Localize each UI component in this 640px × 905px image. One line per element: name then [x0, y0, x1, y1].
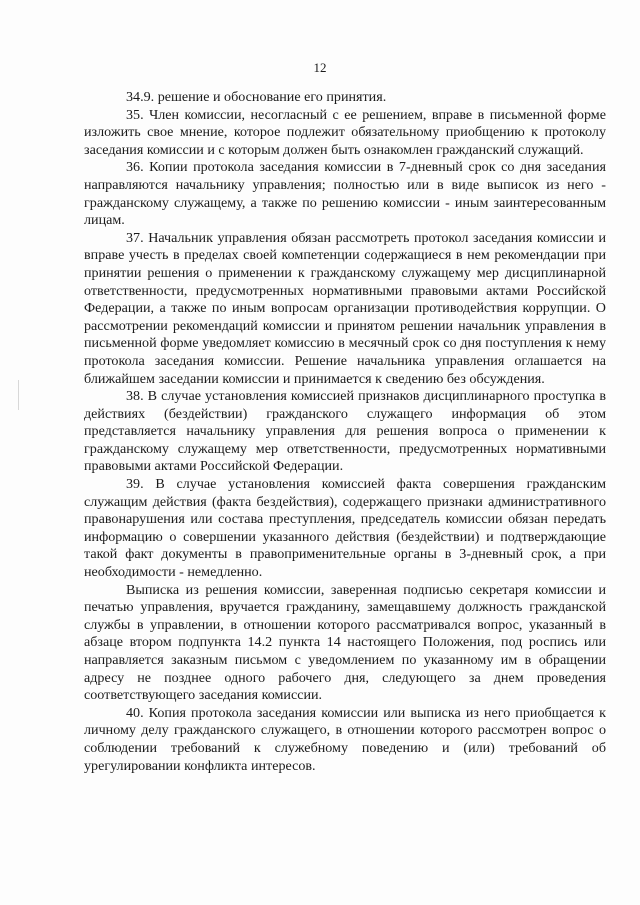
paragraph-35: 35. Член комиссии, несогласный с ее решением, вправе в письменной форме изложить свое мнение, которое подлежит обязательному приобщению к протоколу заседания комиссии и с которым должен быть ознакомлен гражданский служащий. — [84, 106, 606, 158]
document-body — [84, 89, 606, 775]
page-number: 12 — [313, 60, 327, 75]
paragraph-40: 40. Копия протокола заседания комиссии или выписка из него приобщается к личному делу гражданского служащего, в отношении которого рассмотрен вопрос о соблюдении требований к служебному поведению и (или) требований об урегулировании конфликта интересов. — [84, 704, 606, 774]
paragraph-extract: Выписка из решения комиссии, заверенная подписью секретаря комиссии и печатью управления, вручается гражданину, замещавшему должность гражданской службы в управлении, в отношении которого рассматривался вопрос, указанный в абзаце втором подпункта 14.2 пункта 14 настоящего Положения, под роспись или направляется заказным письмом с уведомлением по указанному им в обращении адресу не позднее одного рабочего дня, следующего за днем проведения соответствующего заседания комиссии. — [84, 581, 606, 704]
paragraph-37: 37. Начальник управления обязан рассмотреть протокол заседания комиссии и вправе учесть в пределах своей компетенции содержащиеся в нем рекомендации при принятии решения о применении к гражданскому служащему мер дисциплинарной ответственности, предусмотренных нормативными правовыми актами Российской Федерации, а также по иным вопросам организации противодействия коррупции. О рассмотрении рекомендаций комиссии и принятом решении начальник управления в письменной форме уведомляет комиссию в месячный срок со дня поступления к нему протокола заседания комиссии. Решение начальника управления оглашается на ближайшем заседании комиссии и принимается к сведению без обсуждения. — [84, 229, 606, 387]
scan-margin-mark — [18, 380, 19, 410]
paragraph-39: 39. В случае установления комиссией факта совершения гражданским служащим действия (факта бездействия), содержащего признаки административного правонарушения или состава преступления, председатель комиссии обязан передать информацию о совершении указанного действия (бездействии) и подтверждающие такой факт документы в правоприменительные органы в 3-дневный срок, а при необходимости - немедленно. — [84, 476, 606, 581]
paragraph-38: 38. В случае установления комиссией признаков дисциплинарного проступка в действиях (бездействии) гражданского служащего информация об этом представляется начальнику управления для решения вопроса о применении к гражданскому служащему мер ответственности, предусмотренных нормативными правовыми актами Российской Федерации. — [84, 388, 606, 475]
paragraph-36: 36. Копии протокола заседания комиссии в 7-дневный срок со дня заседания направляются начальнику управления; полностью или в виде выписок из него - гражданскому служащему, а также по решению комиссии - иным заинтересованным лицам. — [84, 159, 606, 229]
paragraph-34-9: 34.9. решение и обоснование его принятия. — [126, 89, 387, 105]
